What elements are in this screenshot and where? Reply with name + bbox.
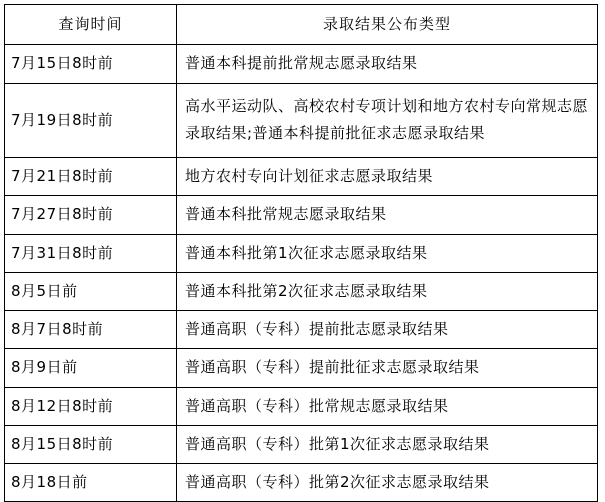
table-row (5, 387, 598, 425)
cell-result-type: 普通本科提前批常规志愿录取结果 (177, 45, 598, 83)
cell-query-time: 8月15日8时前 (5, 425, 177, 463)
table-row (5, 311, 598, 349)
table-row (5, 45, 598, 83)
cell-result-type: 普通本科批第2次征求志愿录取结果 (177, 272, 598, 310)
cell-result-type (177, 83, 598, 158)
table-header-row (5, 5, 598, 45)
cell-result-type: 普通高职（专科）批常规志愿录取结果 (177, 387, 598, 425)
cell-query-time: 8月5日前 (5, 272, 177, 310)
cell-result-type: 普通高职（专科）提前批征求志愿录取结果 (177, 349, 598, 387)
cell-query-time: 7月15日8时前 (5, 45, 177, 83)
table-header (5, 5, 598, 45)
cell-query-time: 7月31日8时前 (5, 234, 177, 272)
table-row (5, 234, 598, 272)
table-row (5, 425, 598, 463)
cell-result-type-text: 高水平运动队、高校农村专项计划和地方农村专向常规志愿录取结果;普通本科提前批征求志愿录取结果 (185, 96, 589, 143)
cell-result-type: 地方农村专向计划征求志愿录取结果 (177, 158, 598, 196)
admission-result-schedule-table (4, 4, 598, 502)
table-row (5, 272, 598, 310)
column-header-query-time: 查询时间 (5, 5, 177, 45)
table-row (5, 464, 598, 502)
cell-query-time: 7月19日8时前 (5, 83, 177, 158)
table-row (5, 158, 598, 196)
cell-result-type: 普通本科批常规志愿录取结果 (177, 196, 598, 234)
cell-result-type: 普通高职（专科）批第2次征求志愿录取结果 (177, 464, 598, 502)
table-body (5, 45, 598, 502)
column-header-result-type: 录取结果公布类型 (177, 5, 598, 45)
cell-query-time: 8月9日前 (5, 349, 177, 387)
cell-result-type: 普通高职（专科）提前批志愿录取结果 (177, 311, 598, 349)
table-row (5, 196, 598, 234)
table-row (5, 83, 598, 158)
cell-query-time: 7月21日8时前 (5, 158, 177, 196)
cell-query-time: 8月7日8时前 (5, 311, 177, 349)
cell-query-time: 8月12日8时前 (5, 387, 177, 425)
cell-result-type: 普通高职（专科）批第1次征求志愿录取结果 (177, 425, 598, 463)
cell-query-time: 7月27日8时前 (5, 196, 177, 234)
cell-result-type: 普通本科批第1次征求志愿录取结果 (177, 234, 598, 272)
table-row (5, 349, 598, 387)
cell-query-time: 8月18日前 (5, 464, 177, 502)
